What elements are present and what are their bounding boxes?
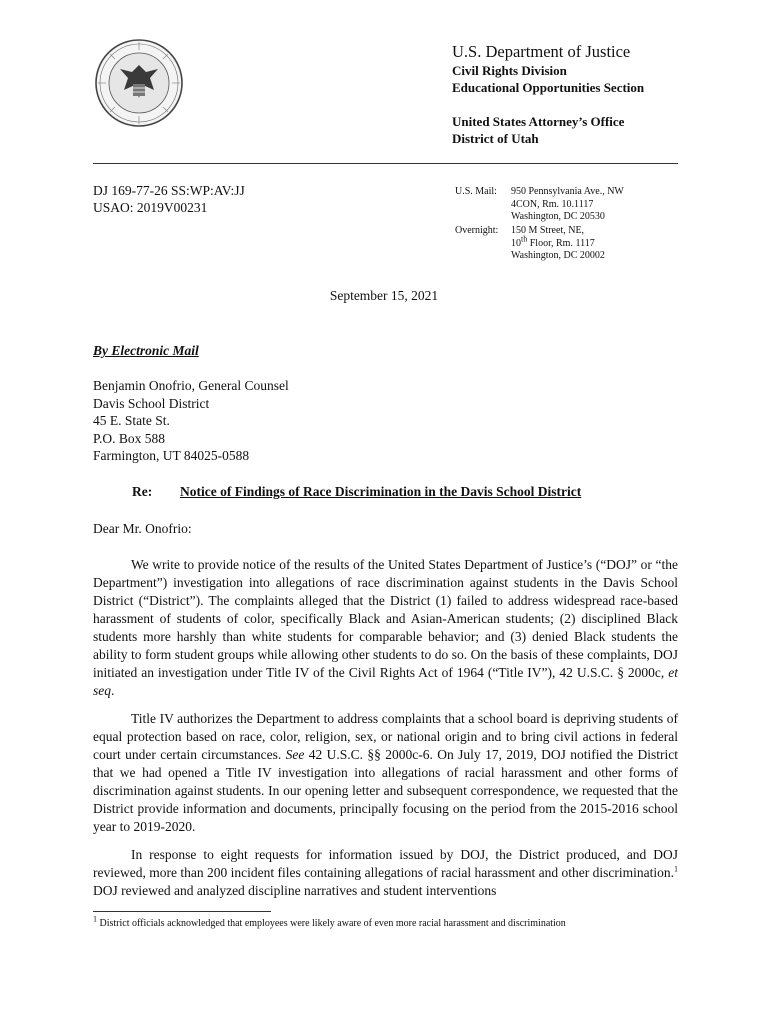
- recipient-line: P.O. Box 588: [93, 430, 166, 446]
- footnote-divider: [93, 911, 271, 912]
- us-mail-line: 950 Pennsylvania Ave., NW: [511, 186, 624, 197]
- body-paragraph-2: Title IV authorizes the Department to address complaints that a school board is depriving students of equal protection based on race, color, religion, sex, or national origin and to bring civil actions in federal court under certain circumstances. See 42 U.S.C. §§ 2000c-6. On July 17, 2019, DOJ notified the District that we had opened a Title IV investigation into allegations of racial harassment and other forms of discrimination against students. In our opening letter and subsequent correspondence, we requested that the District provide information and documents, principally focusing on the period from the 2015-2016 school year to 2019-2020.: [93, 711, 679, 834]
- recipient-line: Davis School District: [93, 395, 210, 411]
- office-name: United States Attorney’s Office: [452, 114, 625, 129]
- us-mail-line: Washington, DC 20530: [511, 211, 605, 222]
- district-name: District of Utah: [452, 131, 539, 146]
- body-paragraph-1: We write to provide notice of the results of the United States Department of Justice’s (“DOJ” or “the Department”) investigation into allegations of race discrimination against students in the Davis School District (“District”). The complaints alleged that the District (1) failed to address widespread race-based harassment of students of color, specifically Black and Asian-American students; (2) disciplined Black students more harshly than white students for comparable behavior; and (3) denied Black students the ability to form student groups while allowing other students to do so. On the basis of these complaints, DOJ initiated an investigation under Title IV of the Civil Rights Act of 1964 (“Title IV”), 42 U.S.C. § 2000c, et seq.: [93, 557, 678, 698]
- header-divider: [93, 163, 678, 164]
- overnight-line: Washington, DC 20002: [511, 250, 605, 261]
- overnight-line: 10th Floor, Rm. 1117: [511, 234, 595, 249]
- footnote-text: District officials acknowledged that employees were likely aware of even more racial harassment and discrimination: [97, 918, 566, 929]
- section-name: Educational Opportunities Section: [452, 80, 645, 95]
- agency-name: U.S. Department of Justice: [452, 42, 631, 61]
- us-mail-address: [511, 186, 624, 224]
- footnote-reference[interactable]: 1: [674, 864, 678, 874]
- overnight-label: Overnight:: [455, 225, 499, 236]
- footnote-mark: 1: [93, 914, 97, 924]
- us-mail-label: U.S. Mail:: [455, 186, 497, 197]
- reference-numbers: [93, 182, 245, 216]
- overnight-address: [511, 225, 605, 263]
- recipient-address: [93, 377, 289, 465]
- dj-reference: DJ 169-77-26 SS:WP:AV:JJ: [93, 183, 245, 198]
- delivery-method: By Electronic Mail: [93, 343, 199, 358]
- letter-date: September 15, 2021: [329, 288, 439, 303]
- doj-seal-image: [94, 38, 184, 128]
- body-paragraph-3: In response to eight requests for information issued by DOJ, the District produced, and DOJ reviewed, more than 200 incident files containing allegations of racial harassment and other discrimination.$^1$ DOJ reviewed and analyzed discipline narratives and student interventions: [93, 847, 678, 898]
- overnight-line: 150 M Street, NE,: [511, 225, 585, 236]
- division-name: Civil Rights Division: [452, 63, 567, 78]
- re-subject: Notice of Findings of Race Discrimination in the Davis School District: [180, 484, 582, 499]
- usao-reference: USAO: 2019V00231: [93, 200, 208, 215]
- recipient-line: 45 E. State St.: [93, 413, 170, 428]
- re-label: Re:: [132, 484, 153, 499]
- us-mail-line: 4CON, Rm. 10.1117: [511, 198, 594, 210]
- salutation: Dear Mr. Onofrio:: [93, 521, 192, 536]
- recipient-line: Benjamin Onofrio, General Counsel: [93, 378, 289, 393]
- footnote: [93, 914, 566, 930]
- recipient-line: Farmington, UT 84025-0588: [93, 448, 250, 463]
